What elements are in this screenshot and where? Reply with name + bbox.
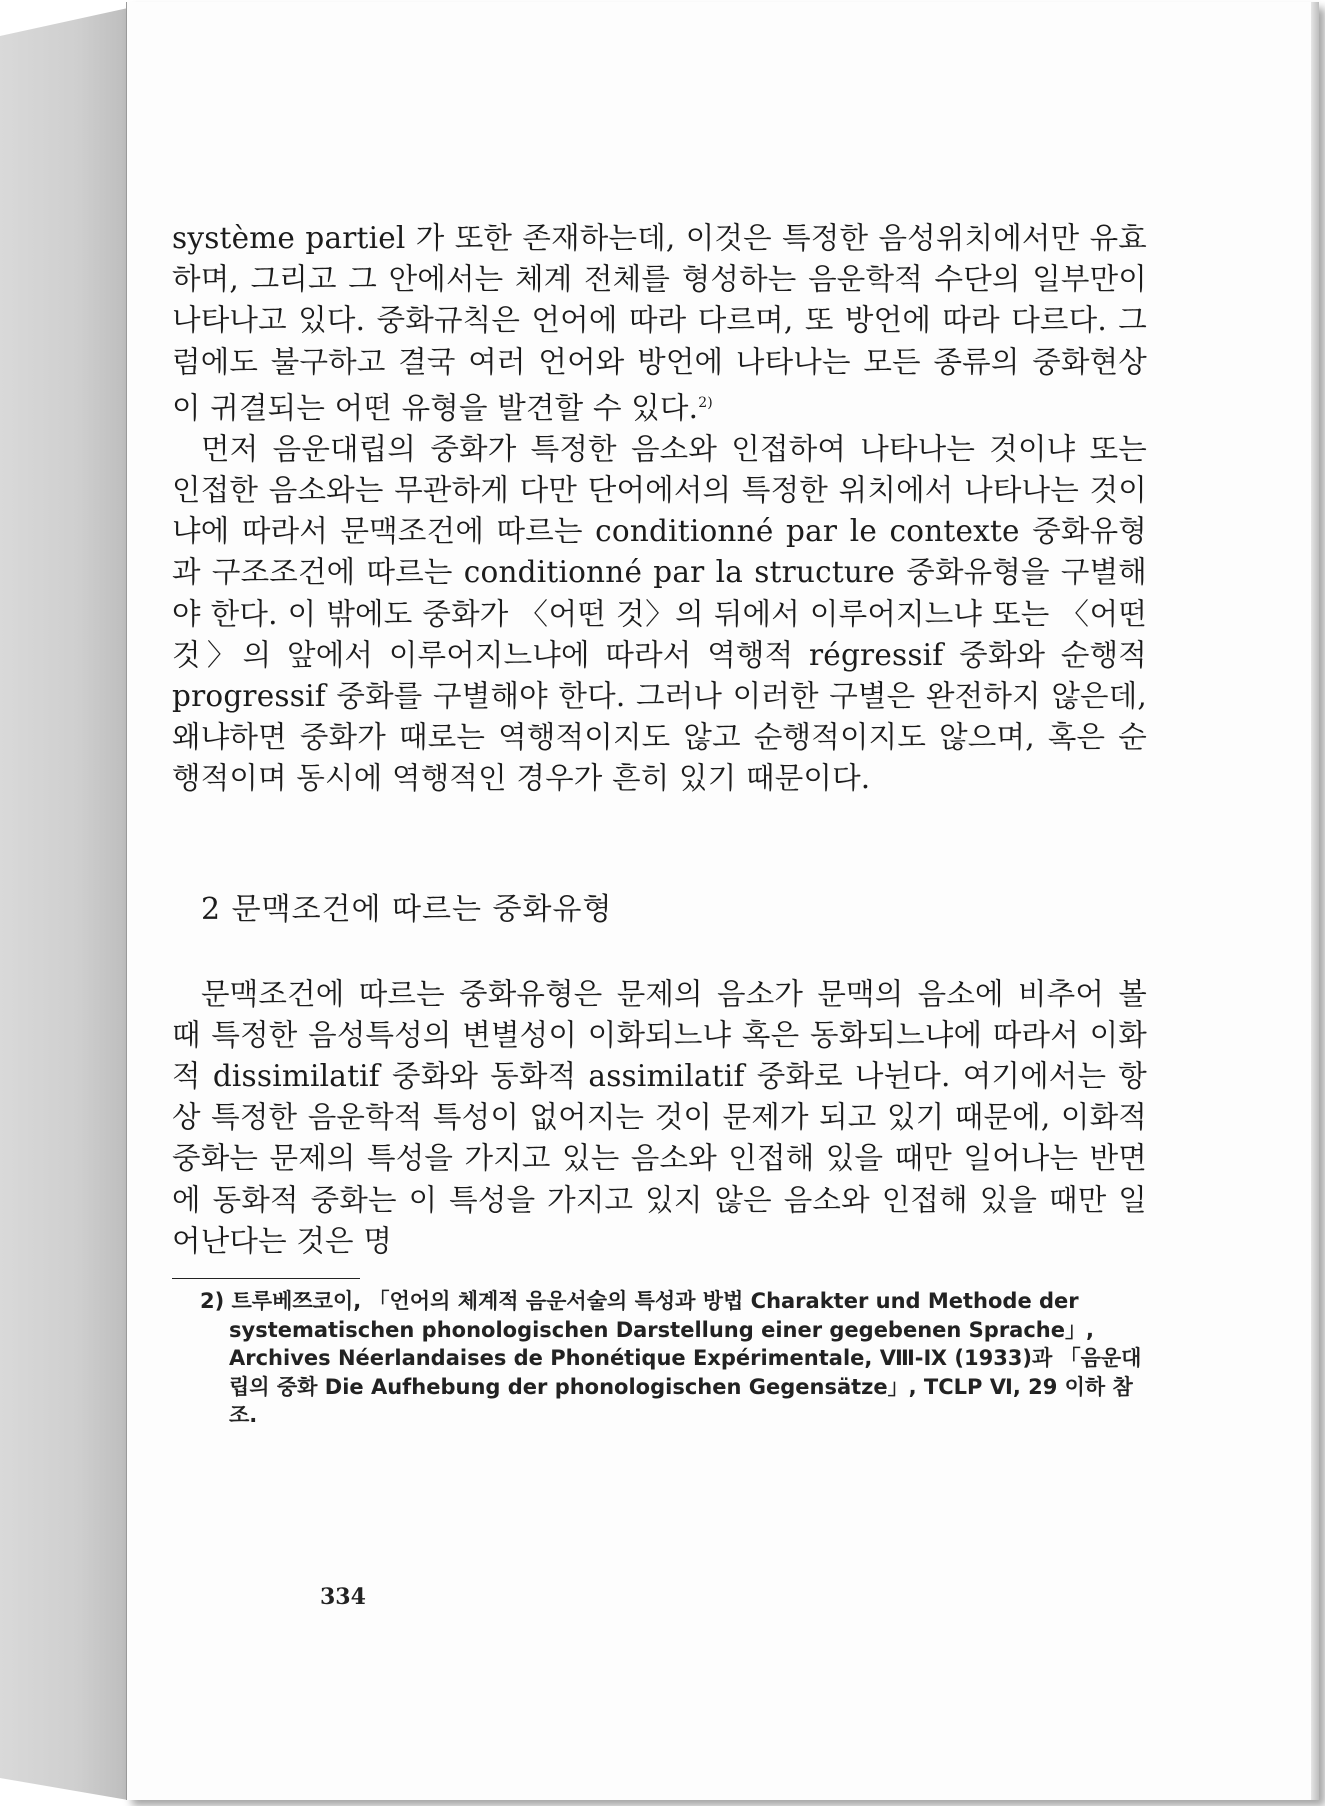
footnote-rule bbox=[172, 1278, 360, 1279]
footnote-ref: 2) bbox=[698, 394, 713, 411]
paragraph-1 bbox=[172, 218, 1147, 429]
paragraph-1-text: système partiel 가 또한 존재하는데, 이것은 특정한 음성위치에서만 유효하며, 그리고 그 안에서는 체계 전체를 형성하는 음운학적 수단의 일부만이 나타나고 있다. 중화규칙은 언어에 따라 다르며, 또 방언에 따라 다르다. 그럼에도 불구하고 결국 여러 언어와 방언에 나타나는 모든 종류의 중화현상이 귀결되는 어떤 유형을 발견할 수 있다. bbox=[172, 221, 1147, 425]
page-content bbox=[172, 218, 1147, 1430]
footnote: 2) 트루베쯔코이, 「언어의 체계적 음운서술의 특성과 방법 Charakter und Methode der systematischen phonologischen Darstellung einer gegebenen Sprache」, Archives Néerlandaises de Phonétique Expérimentale, Ⅷ-Ⅸ (1933)과 「음운대립의 중화 Die Aufhebung der phonologischen Gegensätze」, TCLP Ⅵ, 29 이하 참조. bbox=[200, 1289, 1142, 1428]
page-number: 334 bbox=[320, 1584, 366, 1610]
section-heading: 2 문맥조건에 따르는 중화유형 bbox=[201, 891, 613, 927]
book-spine bbox=[0, 8, 128, 1800]
page-edge bbox=[1311, 2, 1319, 1800]
section-paragraph: 문맥조건에 따르는 중화유형은 문제의 음소가 문맥의 음소에 비추어 볼 때 특정한 음성특성의 변별성이 이화되느냐 혹은 동화되느냐에 따라서 이화적 dissimilatif 중화와 동화적 assimilatif 중화로 나뉜다. 여기에서는 항상 특정한 음운학적 특성이 없어지는 것이 문제가 되고 있기 때문에, 이화적 중화는 문제의 특성을 가지고 있는 음소와 인접해 있을 때만 일어나는 반면에 동화적 중화는 이 특성을 가지고 있지 않은 음소와 인접해 있을 때만 일어난다는 것은 명 bbox=[172, 976, 1147, 1258]
paragraph-2: 먼저 음운대립의 중화가 특정한 음소와 인접하여 나타나는 것이냐 또는 인접한 음소와는 무관하게 다만 단어에서의 특정한 위치에서 나타나는 것이냐에 따라서 문맥조건에 따르는 conditionné par le contexte 중화유형과 구조조건에 따르는 conditionné par la structure 중화유형을 구별해야 한다. 이 밖에도 중화가 〈어떤 것〉의 뒤에서 이루어지느냐 또는 〈어떤 것〉의 앞에서 이루어지느냐에 따라서 역행적 régressif 중화와 순행적 progressif 중화를 구별해야 한다. 그러나 이러한 구별은 완전하지 않은데, 왜냐하면 중화가 때로는 역행적이지도 않고 순행적이지도 않으며, 혹은 순행적이며 동시에 역행적인 경우가 흔히 있기 때문이다. bbox=[172, 431, 1147, 796]
